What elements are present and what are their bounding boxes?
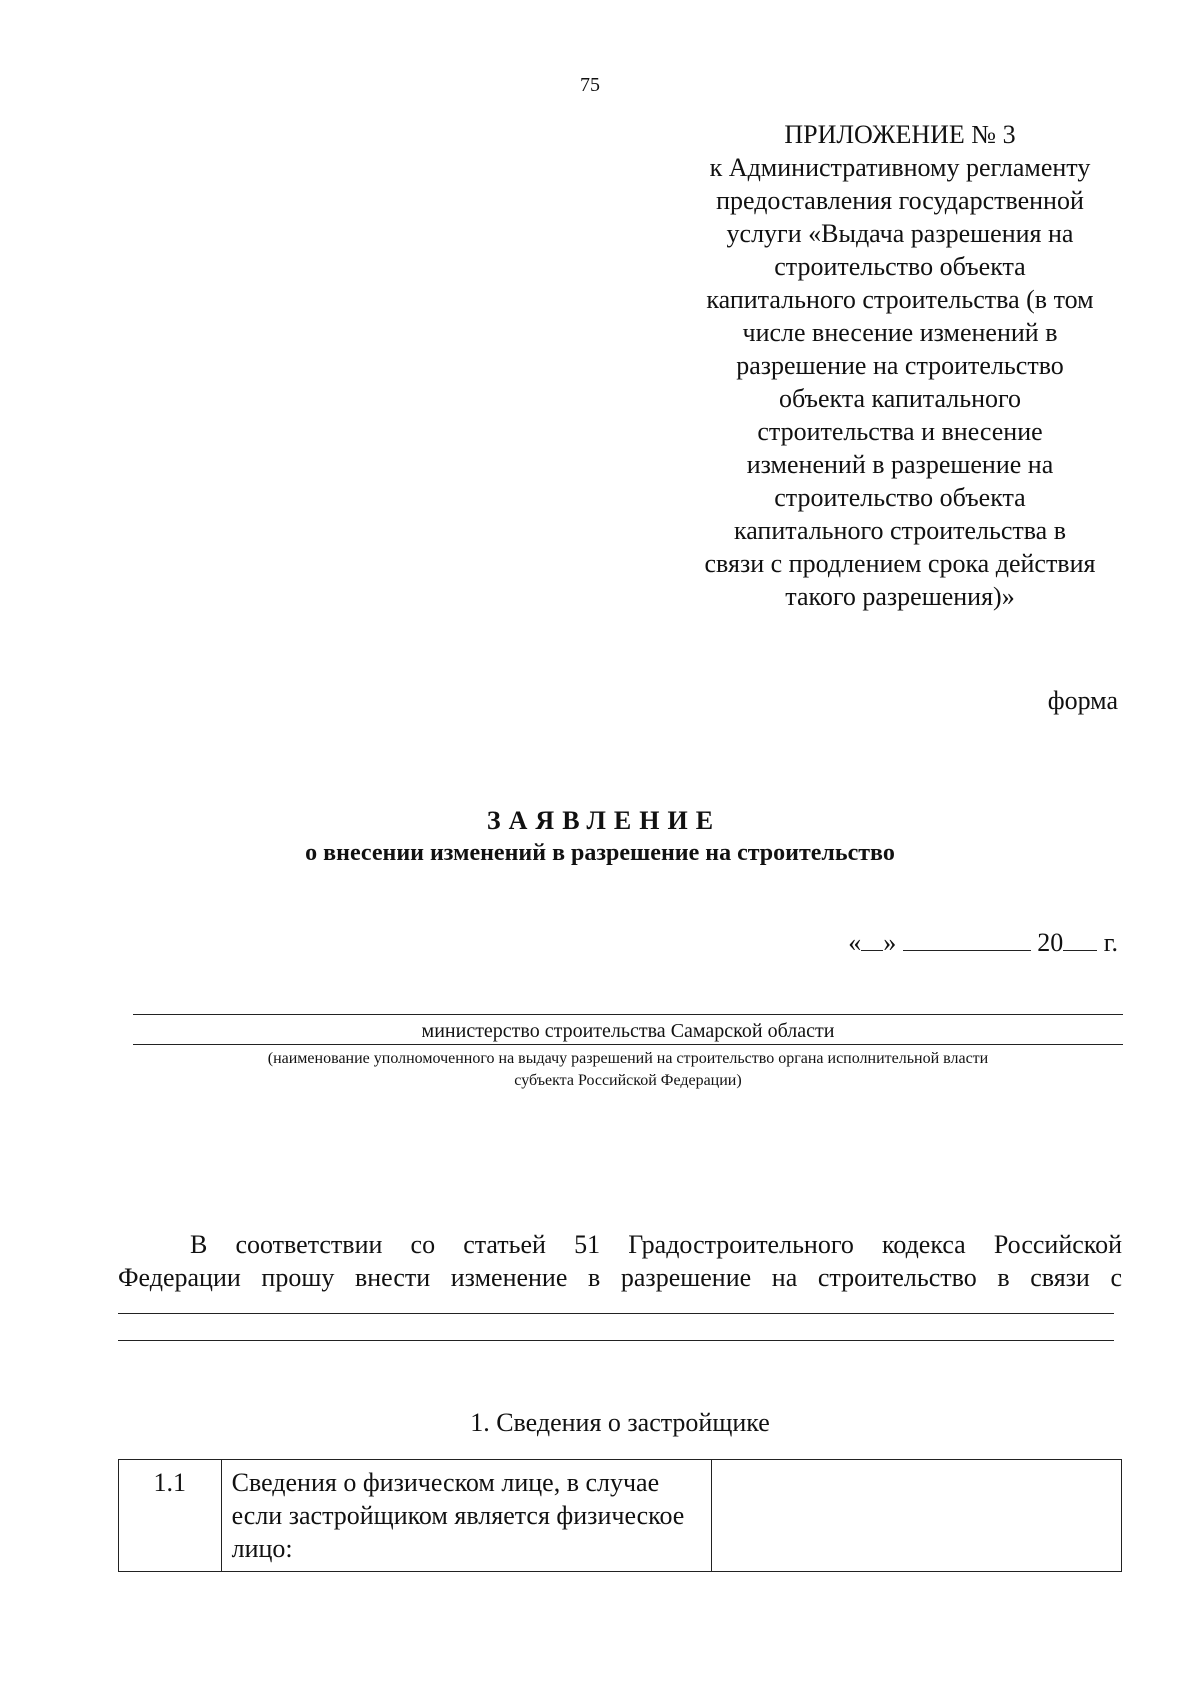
document-subtitle: о внесении изменений в разрешение на строительство (305, 840, 895, 866)
appendix-line: изменений в разрешение на (746, 450, 1054, 479)
document-title: ЗАЯВЛЕНИЕ (486, 806, 722, 835)
appendix-line: такого разрешения)» (785, 582, 1015, 611)
authority-rule (133, 1044, 1123, 1045)
date-field (848, 926, 1118, 958)
page-number: 75 (580, 74, 600, 96)
year-suffix: г. (1103, 928, 1118, 957)
appendix-line: строительство объекта (774, 483, 1026, 512)
appendix-line: строительства и внесение (757, 417, 1043, 446)
day-blank[interactable] (861, 926, 883, 951)
date-open-quote: « (848, 928, 862, 957)
table-row (119, 1460, 1122, 1572)
appendix-line: объекта капитального (778, 384, 1022, 413)
form-label: форма (1047, 686, 1118, 715)
row-number: 1.1 (119, 1460, 222, 1572)
authority-name: министерство строительства Самарской области (421, 1020, 835, 1042)
appendix-line: капитального строительства в (734, 516, 1066, 545)
appendix-line: услуги «Выдача разрешения на (726, 219, 1074, 248)
authority-caption-line: (наименование уполномоченного на выдачу разрешений на строительство органа исполнительной власти (267, 1050, 989, 1067)
row-description: Сведения о физическом лице, в случае если застройщиком является физическое лицо: (221, 1460, 711, 1572)
appendix-title: ПРИЛОЖЕНИЕ № 3 (784, 120, 1016, 149)
appendix-header (680, 118, 1120, 613)
appendix-line: строительство объекта (774, 252, 1026, 281)
appendix-line: к Административному регламенту (709, 153, 1091, 182)
row-value-field[interactable] (711, 1460, 1121, 1572)
authority-caption (140, 1048, 1116, 1092)
year-blank[interactable] (1063, 926, 1097, 951)
request-line-text: В соответствии со статьей 51 Градостроительного кодекса Российской (190, 1230, 1122, 1259)
developer-info-table (118, 1459, 1122, 1572)
reason-blank-line[interactable] (118, 1313, 1114, 1314)
request-line (118, 1228, 1122, 1261)
section-heading: 1. Сведения о застройщике (470, 1408, 770, 1437)
request-line: Федерации прошу внести изменение в разрешение на строительство в связи с (118, 1263, 1122, 1292)
authority-rule (133, 1014, 1123, 1015)
year-prefix: 20 (1037, 928, 1064, 957)
appendix-line: предоставления государственной (716, 186, 1084, 215)
appendix-line: связи с продлением срока действия (704, 549, 1096, 578)
appendix-line: капитального строительства (в том (706, 285, 1094, 314)
date-close-quote: » (883, 928, 897, 957)
appendix-line: числе внесение изменений в (742, 318, 1058, 347)
appendix-line: разрешение на строительство (736, 351, 1064, 380)
request-paragraph (118, 1228, 1122, 1294)
authority-caption-line: субъекта Российской Федерации) (514, 1072, 742, 1089)
month-blank[interactable] (903, 926, 1031, 951)
reason-blank-line[interactable] (118, 1340, 1114, 1341)
